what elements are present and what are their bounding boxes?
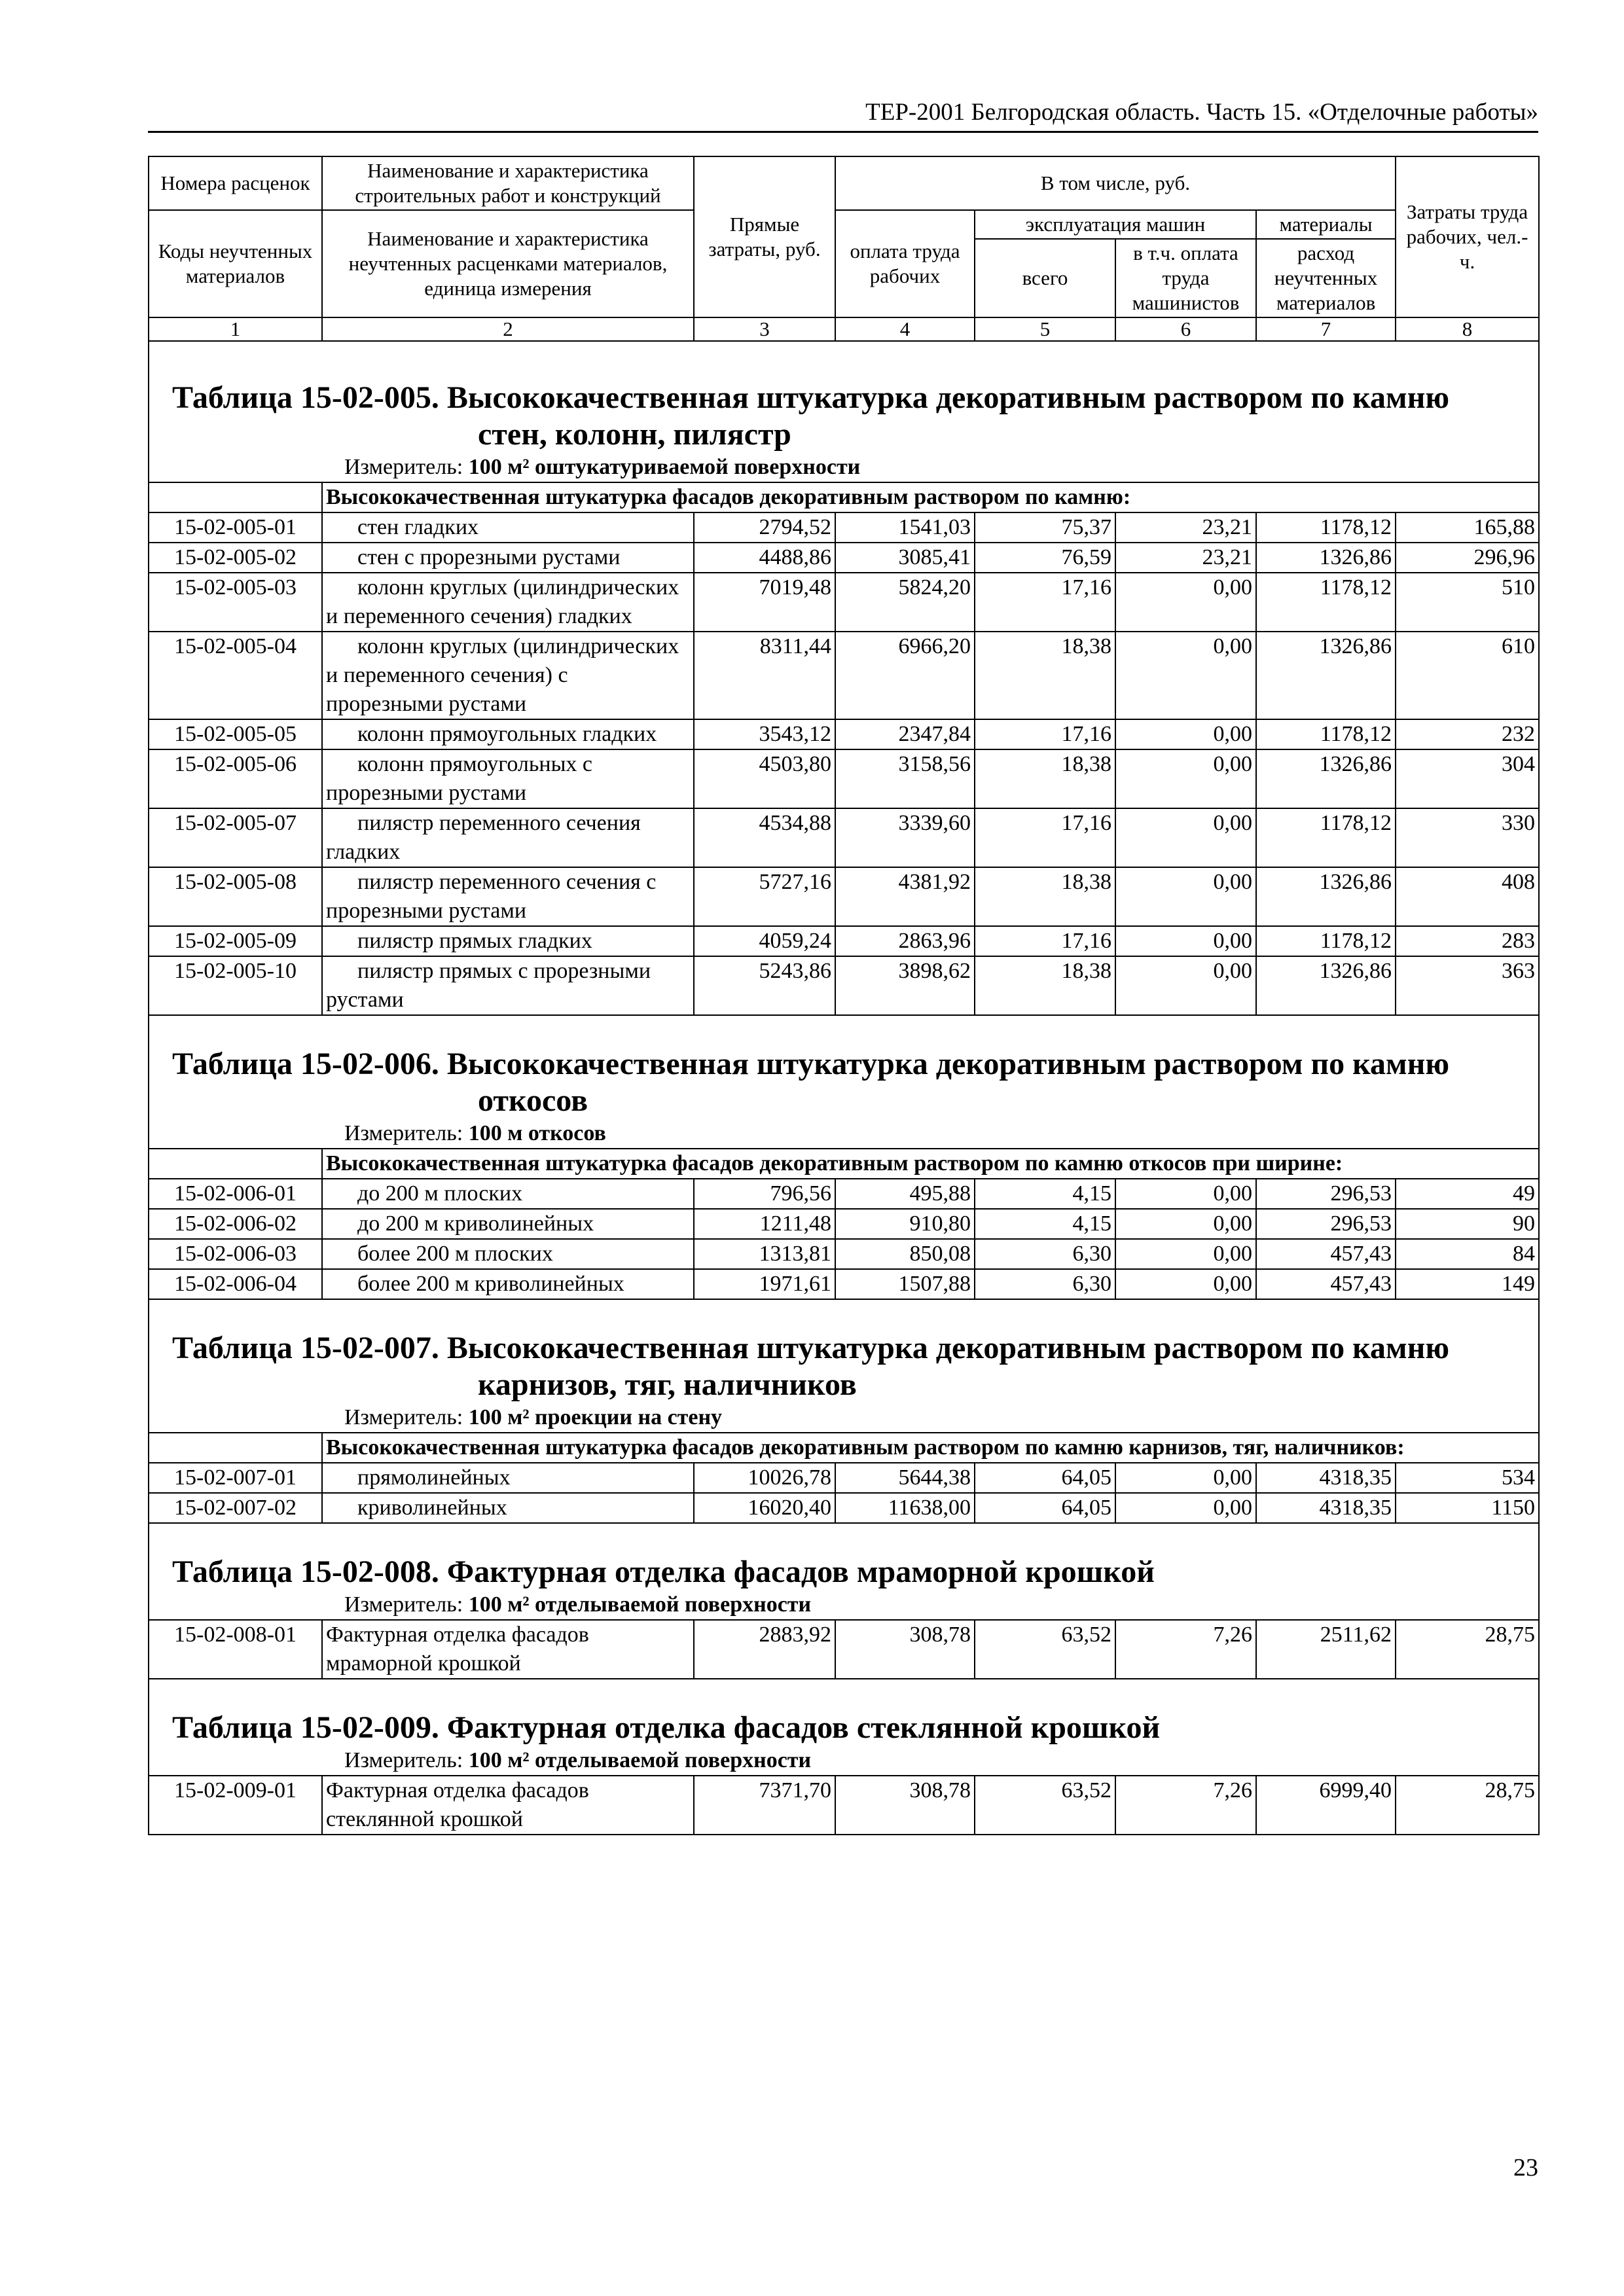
rate-code: 15-02-008-01 [149,1620,322,1679]
section-title-row [149,1679,1539,1776]
column-number: 1 [149,317,322,341]
machines-total: 17,16 [975,719,1115,749]
section-title-row [149,1015,1539,1149]
machines-total: 64,05 [975,1463,1115,1493]
measure-value: 100 м откосов [468,1121,606,1145]
labor-hours: 408 [1396,867,1539,926]
work-name-first: пилястр переменного сечения [357,811,641,835]
table-row [149,1209,1539,1239]
direct-costs: 4503,80 [694,749,835,808]
estimate-table [148,156,1540,1835]
section-title-line: Таблица 15-02-008. Фактурная отделка фасадов мраморной крошкой [172,1554,1155,1589]
table-row [149,926,1539,956]
direct-costs: 796,56 [694,1179,835,1209]
section-title-cell [149,1015,1539,1149]
document-body [148,156,1538,1835]
machines-total: 4,15 [975,1209,1115,1239]
labor-hours: 534 [1396,1463,1539,1493]
section-title-line: откосов [478,1083,588,1118]
table-row [149,867,1539,926]
labor-hours: 330 [1396,808,1539,867]
section-title-cell [149,1523,1539,1620]
col-header-including: В том числе, руб. [835,156,1396,210]
table-row [149,719,1539,749]
table-row [149,1776,1539,1835]
table-row [149,573,1539,632]
labor-hours: 28,75 [1396,1776,1539,1835]
work-name-first: Фактурная отделка фасадов стеклянной крошкой [326,1778,589,1831]
work-name-first: стен с прорезными рустами [357,545,621,569]
machinist-pay: 0,00 [1115,956,1256,1015]
section-measure [153,1746,1535,1775]
running-header: ТЕР-2001 Белгородская область. Часть 15. «Отделочные работы» [148,97,1538,133]
machines-total: 6,30 [975,1239,1115,1269]
machines-total: 17,16 [975,573,1115,632]
section-title-row [149,1523,1539,1620]
machines-total: 17,16 [975,926,1115,956]
col-header-labor-pay: оплата труда рабочих [835,210,975,317]
direct-costs: 1211,48 [694,1209,835,1239]
work-name-first: Фактурная отделка фасадов мраморной крошкой [326,1623,589,1676]
work-name [322,573,694,632]
group-code-cell [149,1433,322,1463]
rate-code: 15-02-005-03 [149,573,322,632]
col-header-labor-hours: Затраты труда рабочих, чел.-ч. [1396,156,1539,317]
section-title-line: Таблица 15-02-009. Фактурная отделка фасадов стеклянной крошкой [172,1710,1161,1745]
measure-value: 100 м² оштукатуриваемой поверхности [468,455,861,479]
direct-costs: 1971,61 [694,1269,835,1299]
labor-hours: 28,75 [1396,1620,1539,1679]
rate-code: 15-02-006-03 [149,1239,322,1269]
group-caption: Высококачественная штукатурка фасадов декоративным раствором по камню откосов при ширине: [322,1149,1539,1179]
labor-hours: 304 [1396,749,1539,808]
column-number: 4 [835,317,975,341]
work-name [322,1269,694,1299]
rate-code: 15-02-005-04 [149,632,322,719]
section-measure [153,1590,1535,1619]
col-header-machines: эксплуатация машин [975,210,1256,239]
table-row [149,1463,1539,1493]
labor-pay: 3898,62 [835,956,975,1015]
direct-costs: 2794,52 [694,512,835,543]
direct-costs: 8311,44 [694,632,835,719]
work-name-first: колонн круглых [357,575,508,600]
work-name [322,1776,694,1835]
column-number: 6 [1115,317,1256,341]
work-name [322,1239,694,1269]
labor-pay: 1541,03 [835,512,975,543]
measure-label: Измеритель: [344,1592,463,1617]
section-title-cell [149,341,1539,482]
machinist-pay: 0,00 [1115,1269,1256,1299]
section-title-line: Таблица 15-02-006. Высококачественная штукатурка декоративным раствором по камню [172,1047,1450,1081]
machines-total: 75,37 [975,512,1115,543]
materials-cost: 1326,86 [1256,867,1396,926]
col-header-machines-total: всего [975,239,1115,317]
section-title [153,1330,1535,1403]
work-name-rest: гладких [582,722,657,746]
materials-cost: 1178,12 [1256,926,1396,956]
table-row [149,1493,1539,1523]
labor-hours: 90 [1396,1209,1539,1239]
group-caption: Высококачественная штукатурка фасадов декоративным раствором по камню: [322,482,1539,512]
group-caption: Высококачественная штукатурка фасадов декоративным раствором по камню карнизов, тяг, наличников: [322,1433,1539,1463]
rate-code: 15-02-005-07 [149,808,322,867]
col-header-materials: материалы [1256,210,1396,239]
col-header-material-codes: Коды неучтенных материалов [149,210,322,317]
labor-pay: 3339,60 [835,808,975,867]
direct-costs: 1313,81 [694,1239,835,1269]
direct-costs: 4534,88 [694,808,835,867]
materials-cost: 6999,40 [1256,1776,1396,1835]
measure-value: 100 м² отделываемой поверхности [468,1592,812,1617]
materials-cost: 4318,35 [1256,1493,1396,1523]
machinist-pay: 0,00 [1115,808,1256,867]
rate-code: 15-02-005-06 [149,749,322,808]
labor-pay: 910,80 [835,1209,975,1239]
machinist-pay: 0,00 [1115,719,1256,749]
column-number: 2 [322,317,694,341]
work-name [322,543,694,573]
measure-value: 100 м² проекции на стену [468,1405,723,1429]
work-name-first: до 200 м криволинейных [357,1211,594,1236]
machinist-pay: 0,00 [1115,1209,1256,1239]
direct-costs: 7371,70 [694,1776,835,1835]
machines-total: 63,52 [975,1776,1115,1835]
col-header-rate-number: Номера расценок [149,156,322,210]
work-name [322,512,694,543]
labor-hours: 165,88 [1396,512,1539,543]
machinist-pay: 0,00 [1115,749,1256,808]
col-header-material-name: Наименование и характеристика неучтенных расценками материалов, единица измерения [322,210,694,317]
work-name-first: стен гладких [357,515,479,539]
work-name-first: до 200 м плоских [357,1181,523,1206]
machines-total: 63,52 [975,1620,1115,1679]
section-measure [153,453,1535,482]
work-name [322,1179,694,1209]
work-name-first: более 200 м плоских [357,1242,553,1266]
materials-cost: 457,43 [1256,1239,1396,1269]
materials-cost: 1178,12 [1256,719,1396,749]
work-name [322,749,694,808]
work-name-rest: рустами [326,988,404,1012]
table-row [149,512,1539,543]
rate-code: 15-02-006-01 [149,1179,322,1209]
materials-cost: 296,53 [1256,1209,1396,1239]
materials-cost: 1178,12 [1256,808,1396,867]
work-name-first: колонн круглых [357,634,508,658]
table-row [149,543,1539,573]
machinist-pay: 7,26 [1115,1620,1256,1679]
rate-code: 15-02-005-09 [149,926,322,956]
section-title-cell [149,1679,1539,1776]
materials-cost: 1326,86 [1256,632,1396,719]
machinist-pay: 0,00 [1115,1463,1256,1493]
section-title [153,1046,1535,1119]
labor-pay: 5644,38 [835,1463,975,1493]
measure-label: Измеритель: [344,1121,463,1145]
group-row [149,1433,1539,1463]
rate-code: 15-02-009-01 [149,1776,322,1835]
rate-code: 15-02-005-08 [149,867,322,926]
direct-costs: 2883,92 [694,1620,835,1679]
machines-total: 17,16 [975,808,1115,867]
section-title [153,1710,1535,1746]
materials-cost: 1326,86 [1256,956,1396,1015]
work-name [322,1463,694,1493]
section-title-row [149,341,1539,482]
work-name [322,719,694,749]
section-title [153,1554,1535,1590]
table-row [149,1269,1539,1299]
machinist-pay: 0,00 [1115,632,1256,719]
materials-cost: 1178,12 [1256,512,1396,543]
section-title-line: Таблица 15-02-005. Высококачественная штукатурка декоративным раствором по камню [172,380,1450,415]
work-name-first: колонн прямоугольных [357,722,577,746]
labor-hours: 49 [1396,1179,1539,1209]
work-name-rest: (цилиндрических и переменного сечения) гладких [326,575,679,628]
work-name [322,956,694,1015]
labor-pay: 3085,41 [835,543,975,573]
labor-pay: 11638,00 [835,1493,975,1523]
rate-code: 15-02-006-04 [149,1269,322,1299]
labor-pay: 5824,20 [835,573,975,632]
work-name-first: пилястр прямых гладких [357,929,592,953]
table-row [149,808,1539,867]
group-code-cell [149,482,322,512]
materials-cost: 296,53 [1256,1179,1396,1209]
section-title-cell [149,1299,1539,1433]
labor-pay: 308,78 [835,1776,975,1835]
table-row [149,1620,1539,1679]
rate-code: 15-02-005-01 [149,512,322,543]
section-title-row [149,1299,1539,1433]
work-name [322,1209,694,1239]
machinist-pay: 0,00 [1115,573,1256,632]
measure-value: 100 м² отделываемой поверхности [468,1748,812,1772]
table-row [149,632,1539,719]
work-name-first: прямолинейных [357,1465,511,1490]
machinist-pay: 0,00 [1115,1239,1256,1269]
rate-code: 15-02-007-02 [149,1493,322,1523]
direct-costs: 5243,86 [694,956,835,1015]
machines-total: 4,15 [975,1179,1115,1209]
section-measure [153,1403,1535,1432]
section-title-line: стен, колонн, пилястр [478,417,791,452]
labor-pay: 850,08 [835,1239,975,1269]
work-name [322,926,694,956]
work-name-first: криволинейных [357,1496,507,1520]
labor-pay: 2347,84 [835,719,975,749]
machines-total: 76,59 [975,543,1115,573]
direct-costs: 4488,86 [694,543,835,573]
measure-label: Измеритель: [344,1405,463,1429]
labor-pay: 3158,56 [835,749,975,808]
machinist-pay: 7,26 [1115,1776,1256,1835]
column-number: 3 [694,317,835,341]
machines-total: 18,38 [975,632,1115,719]
materials-cost: 2511,62 [1256,1620,1396,1679]
rate-code: 15-02-007-01 [149,1463,322,1493]
direct-costs: 7019,48 [694,573,835,632]
direct-costs: 16020,40 [694,1493,835,1523]
machinist-pay: 0,00 [1115,1179,1256,1209]
work-name [322,867,694,926]
page-number: 23 [1513,2154,1538,2181]
work-name [322,1493,694,1523]
work-name-first: более 200 м криволинейных [357,1272,624,1296]
col-header-machinist-pay: в т.ч. оплата труда машинистов [1115,239,1256,317]
materials-cost: 1326,86 [1256,543,1396,573]
labor-hours: 84 [1396,1239,1539,1269]
section-measure [153,1119,1535,1148]
work-name [322,632,694,719]
work-name [322,1620,694,1679]
measure-label: Измеритель: [344,1748,463,1772]
direct-costs: 5727,16 [694,867,835,926]
work-name [322,808,694,867]
table-row [149,956,1539,1015]
materials-cost: 4318,35 [1256,1463,1396,1493]
work-name-first: пилястр прямых с прорезными [357,959,651,983]
labor-pay: 6966,20 [835,632,975,719]
column-number: 5 [975,317,1115,341]
labor-pay: 2863,96 [835,926,975,956]
table-row [149,1179,1539,1209]
work-name-rest: (цилиндрических и переменного сечения) с прорезными рустами [326,634,679,716]
column-number: 8 [1396,317,1539,341]
machinist-pay: 0,00 [1115,1493,1256,1523]
machinist-pay: 23,21 [1115,512,1256,543]
work-name-first: колонн прямоугольных с [357,752,593,776]
labor-hours: 610 [1396,632,1539,719]
materials-cost: 457,43 [1256,1269,1396,1299]
direct-costs: 4059,24 [694,926,835,956]
work-name-rest: прорезными рустами [326,899,527,923]
labor-hours: 296,96 [1396,543,1539,573]
machinist-pay: 23,21 [1115,543,1256,573]
labor-pay: 308,78 [835,1620,975,1679]
section-title-line: Таблица 15-02-007. Высококачественная штукатурка декоративным раствором по камню [172,1331,1450,1365]
measure-label: Измеритель: [344,455,463,479]
group-row [149,482,1539,512]
machines-total: 18,38 [975,956,1115,1015]
col-header-work-name: Наименование и характеристика строительных работ и конструкций [322,156,694,210]
machines-total: 18,38 [975,867,1115,926]
section-title-line: карнизов, тяг, наличников [478,1367,857,1402]
rate-code: 15-02-006-02 [149,1209,322,1239]
table-row [149,1239,1539,1269]
rate-code: 15-02-005-05 [149,719,322,749]
labor-pay: 495,88 [835,1179,975,1209]
column-number: 7 [1256,317,1396,341]
labor-hours: 510 [1396,573,1539,632]
materials-cost: 1326,86 [1256,749,1396,808]
group-row [149,1149,1539,1179]
machinist-pay: 0,00 [1115,867,1256,926]
work-name-rest: гладких [326,840,401,864]
labor-pay: 1507,88 [835,1269,975,1299]
labor-hours: 149 [1396,1269,1539,1299]
machines-total: 18,38 [975,749,1115,808]
direct-costs: 10026,78 [694,1463,835,1493]
direct-costs: 3543,12 [694,719,835,749]
group-code-cell [149,1149,322,1179]
labor-hours: 232 [1396,719,1539,749]
labor-pay: 4381,92 [835,867,975,926]
rate-code: 15-02-005-10 [149,956,322,1015]
materials-cost: 1178,12 [1256,573,1396,632]
work-name-rest: прорезными рустами [326,781,527,805]
rate-code: 15-02-005-02 [149,543,322,573]
machines-total: 6,30 [975,1269,1115,1299]
table-row [149,749,1539,808]
work-name-first: пилястр переменного сечения с [357,870,657,894]
labor-hours: 283 [1396,926,1539,956]
col-header-direct-costs: Прямые затраты, руб. [694,156,835,317]
labor-hours: 1150 [1396,1493,1539,1523]
section-title [153,380,1535,453]
col-header-materials-usage: расход неучтенных материалов [1256,239,1396,317]
machinist-pay: 0,00 [1115,926,1256,956]
machines-total: 64,05 [975,1493,1115,1523]
labor-hours: 363 [1396,956,1539,1015]
